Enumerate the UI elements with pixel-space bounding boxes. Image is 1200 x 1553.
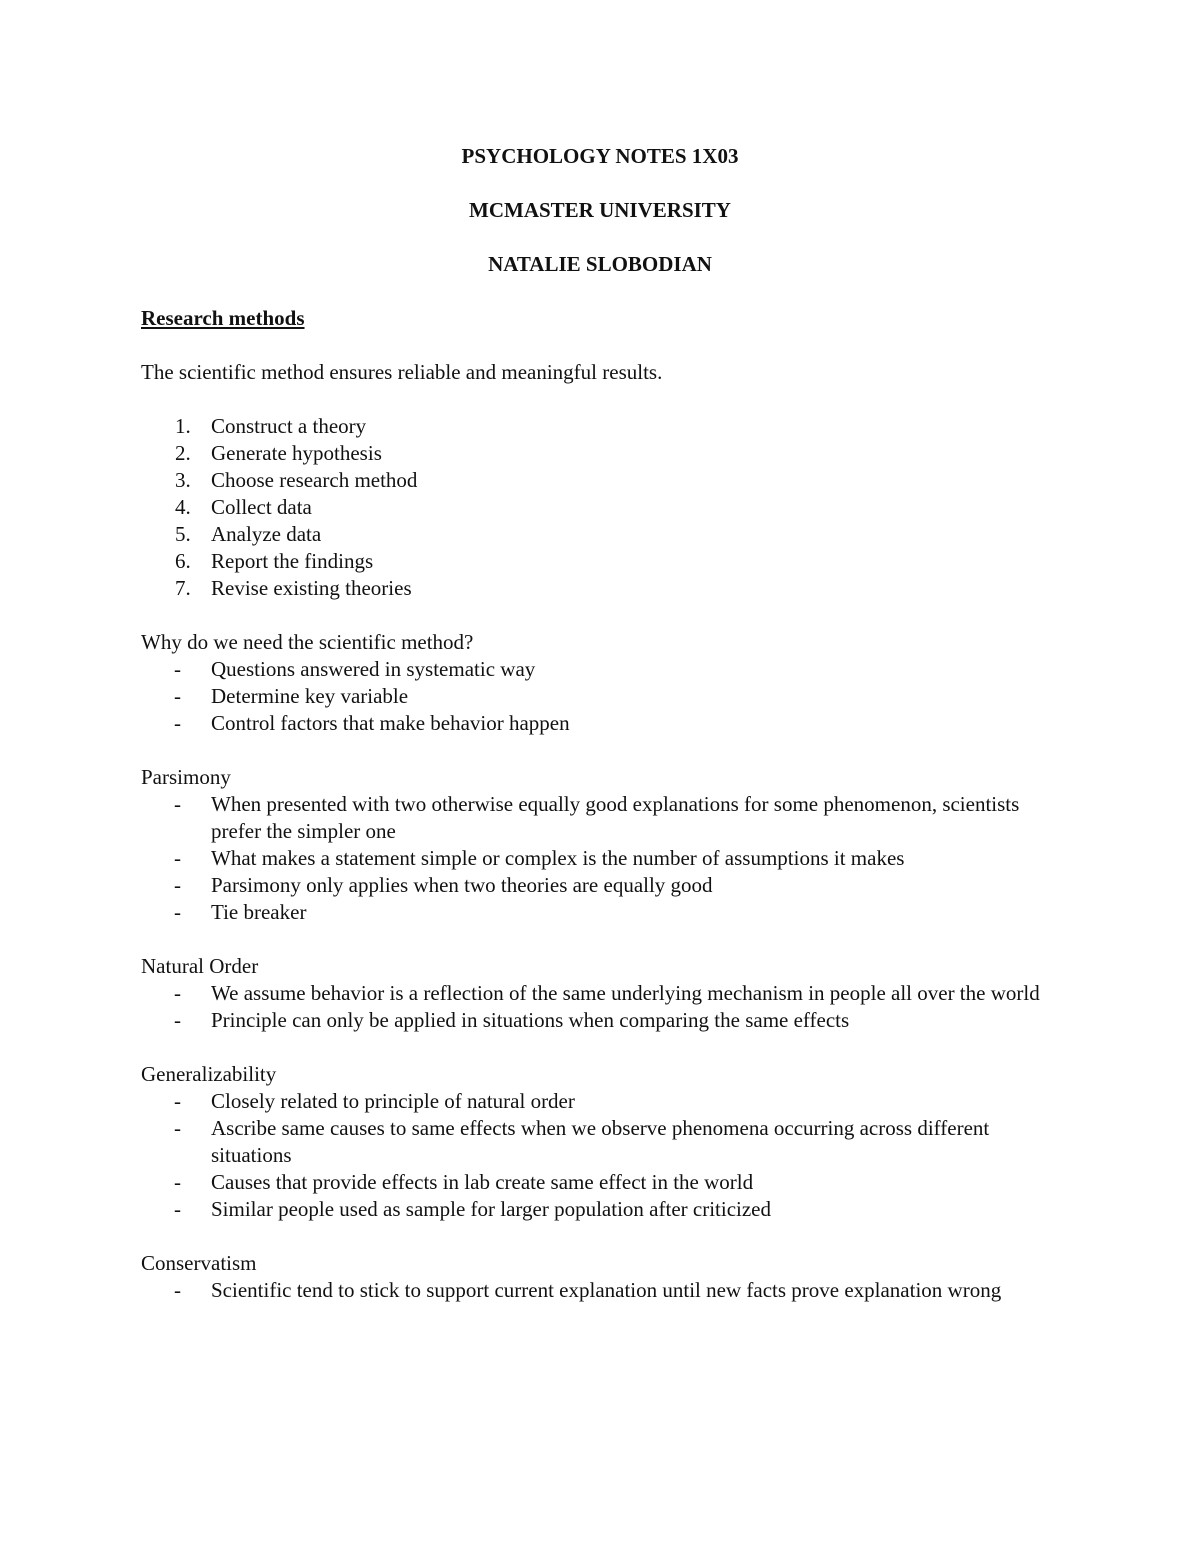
list-item-text: Questions answered in systematic way: [211, 657, 536, 681]
list-item-text: Revise existing theories: [211, 576, 412, 600]
generalizability-list: [141, 1088, 1061, 1223]
dash-marker: -: [174, 981, 181, 1005]
list-item: [141, 1115, 1061, 1169]
list-number: 1.: [175, 414, 191, 438]
author-name: NATALIE SLOBODIAN: [488, 252, 712, 276]
list-item: [141, 872, 1061, 899]
list-item-text: Scientific tend to stick to support current explanation until new facts prove explanation wrong: [211, 1278, 1002, 1302]
list-item: [141, 467, 1061, 494]
dash-marker: -: [174, 1197, 181, 1221]
list-item: [141, 1088, 1061, 1115]
section-heading-generalizability: Generalizability: [141, 1062, 277, 1086]
notes-body: [141, 305, 1061, 1304]
list-item: [141, 440, 1061, 467]
dash-marker: -: [174, 792, 181, 816]
list-number: 7.: [175, 576, 191, 600]
conservatism-list: [141, 1277, 1061, 1304]
list-item-text: Analyze data: [211, 522, 322, 546]
list-number: 3.: [175, 468, 191, 492]
list-item: [141, 1277, 1061, 1304]
list-item: [141, 1196, 1061, 1223]
list-item: [141, 791, 1061, 845]
list-item-text: Construct a theory: [211, 414, 367, 438]
why-list: [141, 656, 1061, 737]
dash-marker: -: [174, 1278, 181, 1302]
list-item-text: Choose research method: [211, 468, 418, 492]
list-item: [141, 980, 1061, 1007]
list-item: [141, 521, 1061, 548]
list-item: [141, 1007, 1061, 1034]
list-item: [141, 413, 1061, 440]
list-item: [141, 710, 1061, 737]
list-item-text: Generate hypothesis: [211, 441, 382, 465]
list-number: 6.: [175, 549, 191, 573]
dash-marker: -: [174, 1116, 181, 1140]
course-title: PSYCHOLOGY NOTES 1X03: [461, 144, 739, 168]
list-item: [141, 656, 1061, 683]
dash-marker: -: [174, 711, 181, 735]
natural-order-list: [141, 980, 1061, 1034]
list-item-text: Collect data: [211, 495, 312, 519]
list-item-text: Similar people used as sample for larger population after criticized: [211, 1197, 771, 1221]
list-item: [141, 845, 1061, 872]
list-item: [141, 1169, 1061, 1196]
list-item: [141, 899, 1061, 926]
dash-marker: -: [174, 684, 181, 708]
dash-marker: -: [174, 846, 181, 870]
list-item-text: What makes a statement simple or complex is the number of assumptions it makes: [211, 846, 905, 870]
list-item-text: We assume behavior is a reflection of the same underlying mechanism in people all over the world: [211, 981, 1040, 1005]
section-heading-why: Why do we need the scientific method?: [141, 630, 474, 654]
dash-marker: -: [174, 657, 181, 681]
list-item: [141, 575, 1061, 602]
dash-marker: -: [174, 1170, 181, 1194]
section-heading-conservatism: Conservatism: [141, 1251, 257, 1275]
list-item-text: Parsimony only applies when two theories are equally good: [211, 873, 713, 897]
parsimony-list: [141, 791, 1061, 926]
list-item: [141, 683, 1061, 710]
section-heading-natural-order: Natural Order: [141, 954, 259, 978]
list-number: 5.: [175, 522, 191, 546]
section-heading-parsimony: Parsimony: [141, 765, 231, 789]
list-item-text: Principle can only be applied in situations when comparing the same effects: [211, 1008, 850, 1032]
list-item-text: Ascribe same causes to same effects when we observe phenomena occurring across different situations: [211, 1116, 990, 1167]
dash-marker: -: [174, 1008, 181, 1032]
section-heading-research-methods: Research methods: [141, 306, 305, 330]
research-intro: The scientific method ensures reliable and meaningful results.: [141, 360, 663, 384]
university-title: MCMASTER UNIVERSITY: [469, 198, 731, 222]
dash-marker: -: [174, 1089, 181, 1113]
list-item-text: When presented with two otherwise equally good explanations for some phenomenon, scientists prefer the simpler one: [211, 792, 1020, 843]
list-item-text: Determine key variable: [211, 684, 409, 708]
dash-marker: -: [174, 900, 181, 924]
list-item-text: Causes that provide effects in lab create same effect in the world: [211, 1170, 754, 1194]
list-number: 4.: [175, 495, 191, 519]
list-number: 2.: [175, 441, 191, 465]
list-item-text: Report the findings: [211, 549, 374, 573]
list-item-text: Closely related to principle of natural order: [211, 1089, 575, 1113]
list-item-text: Control factors that make behavior happen: [211, 711, 570, 735]
list-item: [141, 548, 1061, 575]
dash-marker: -: [174, 873, 181, 897]
scientific-method-steps: [141, 413, 1061, 602]
list-item: [141, 494, 1061, 521]
list-item-text: Tie breaker: [211, 900, 307, 924]
